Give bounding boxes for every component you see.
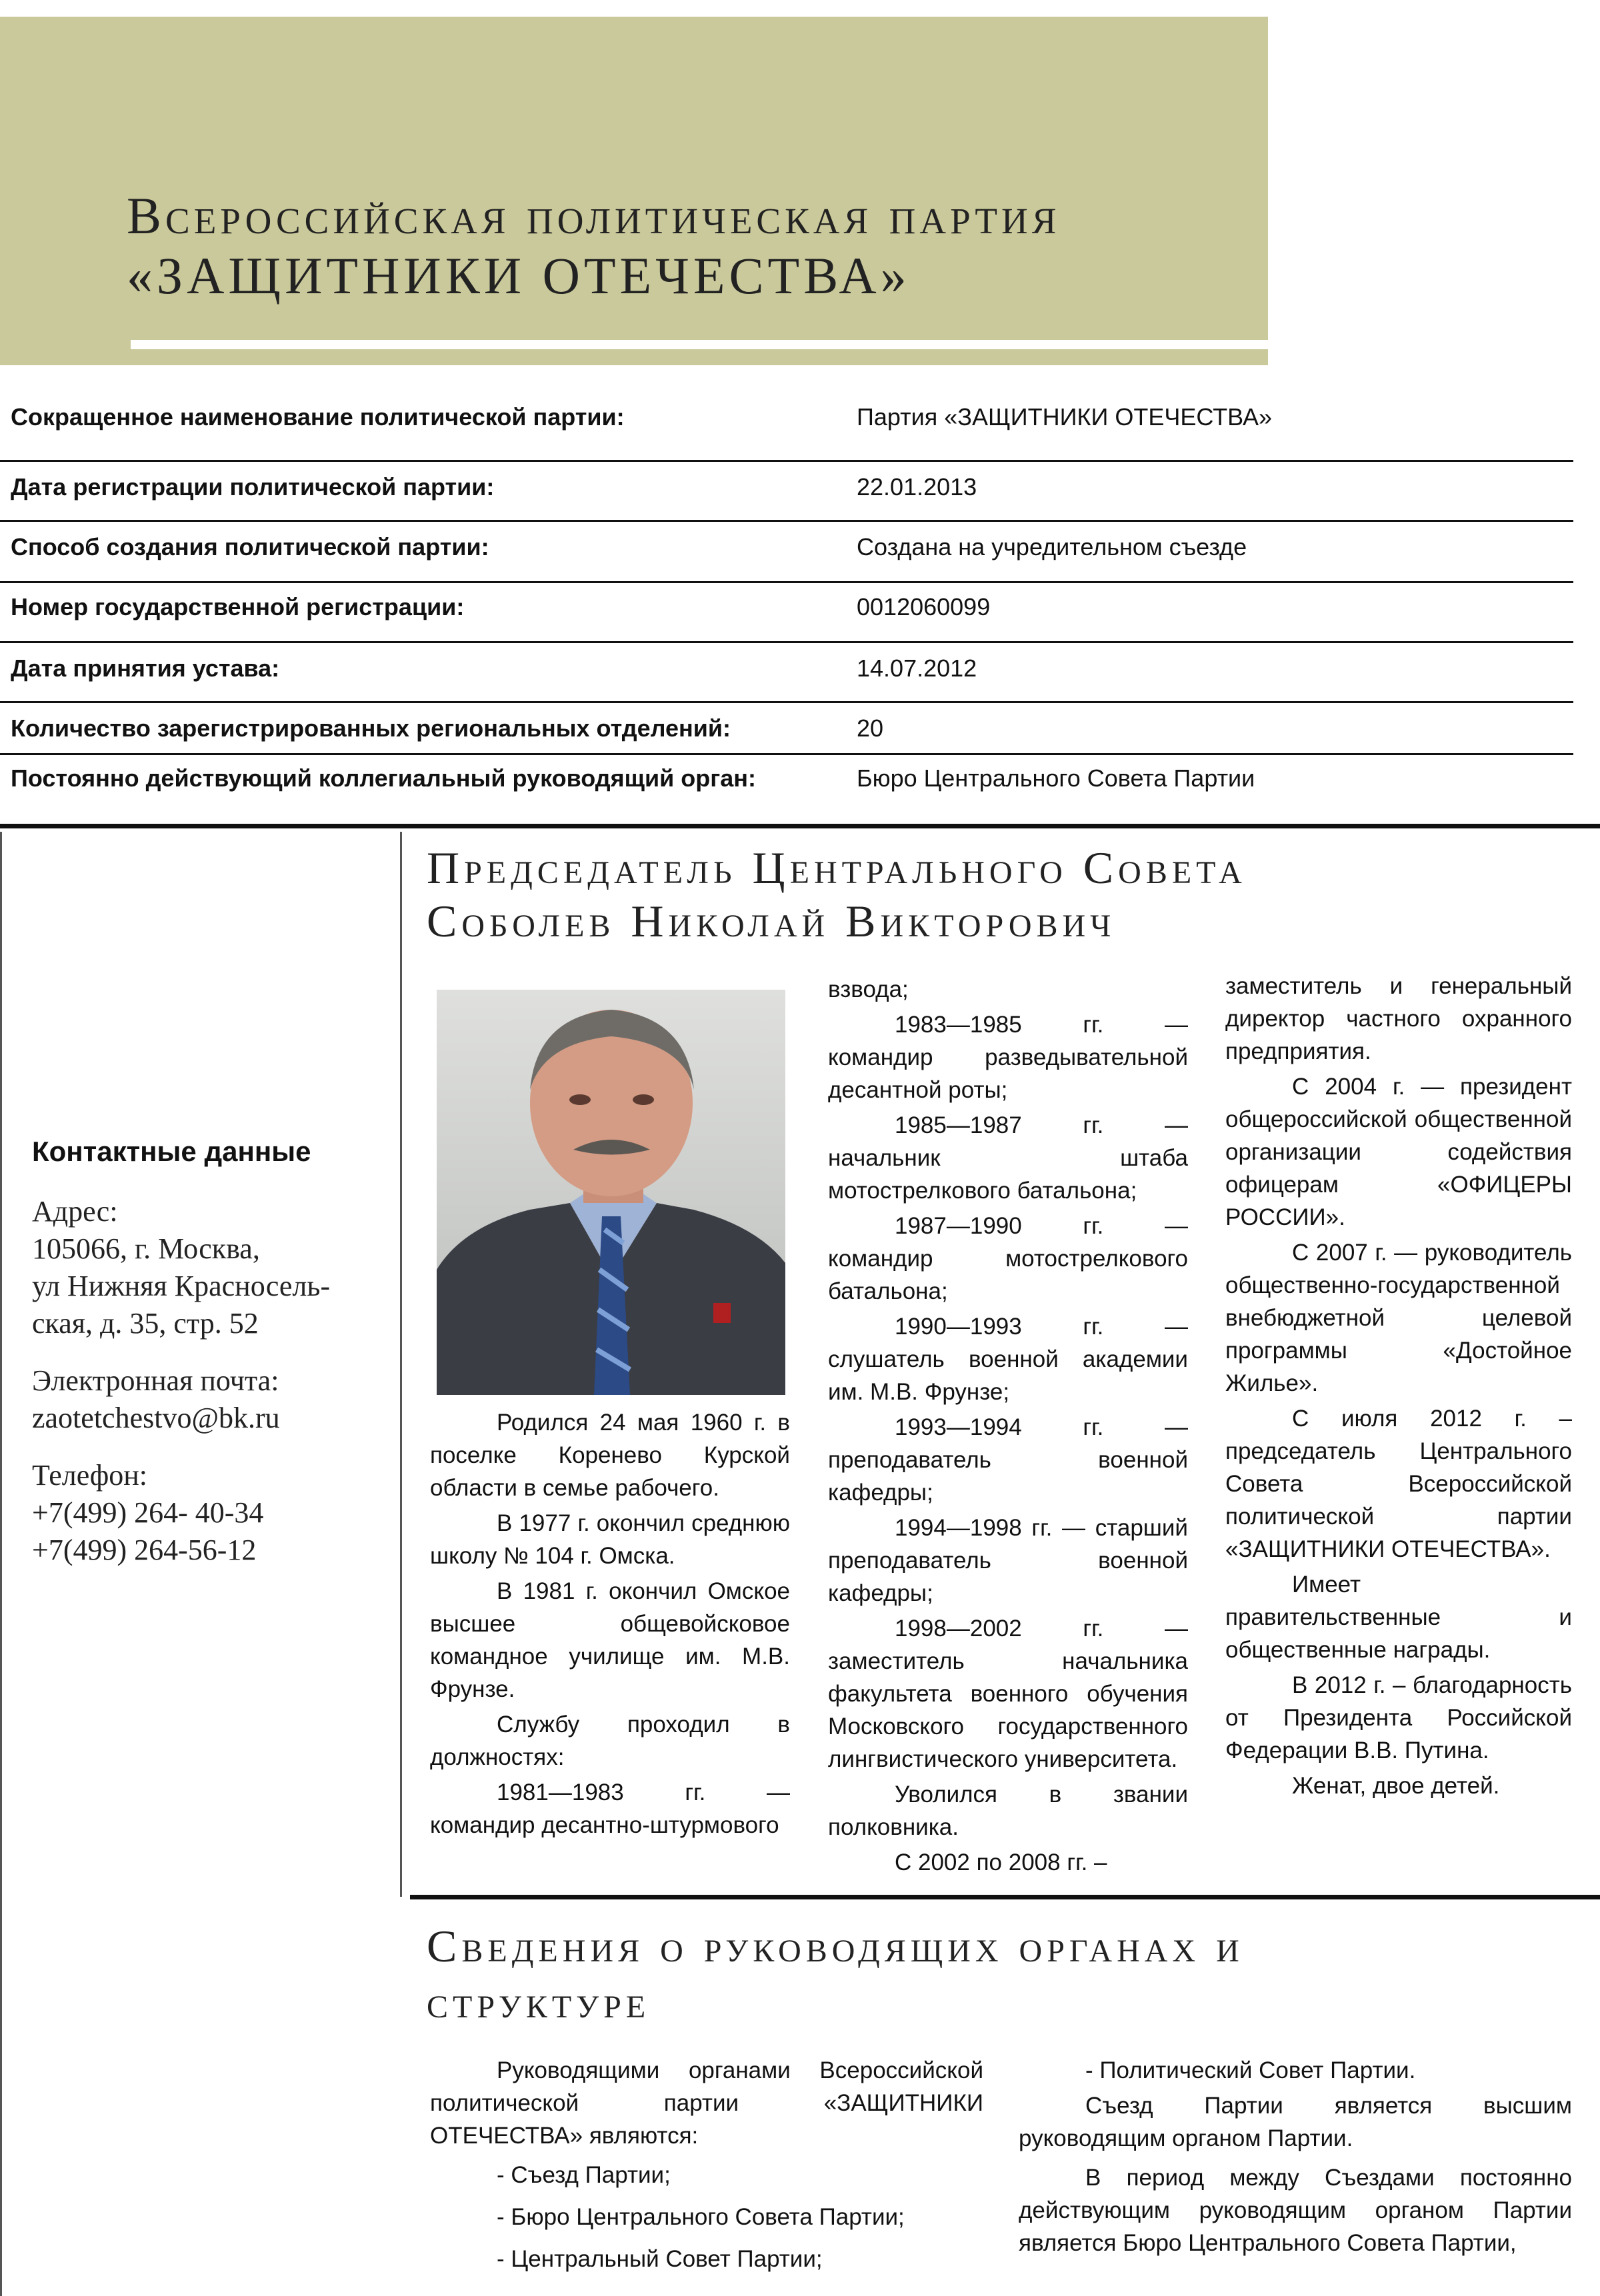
bio-paragraph: 1990—1993 гг. — слушатель военной академии им. М.В. Фрунзе;: [828, 1314, 1188, 1405]
info-value: 14.07.2012: [857, 654, 977, 682]
bio-paragraph: 1985—1987 гг. — начальник штаба мотострелкового батальона;: [828, 1112, 1188, 1204]
bio-paragraph: Уволился в звании полковника.: [828, 1781, 1188, 1840]
bio-paragraph: С июля 2012 г. – председатель Центрального Совета Всероссийской политической партии «ЗАЩИТНИКИ ОТЕЧЕСТВА».: [1225, 1406, 1572, 1562]
bio-paragraph: Женат, двое детей.: [1292, 1773, 1500, 1799]
portrait-image: [437, 990, 785, 1395]
phone-number[interactable]: +7(499) 264-56-12: [32, 1534, 257, 1566]
list-item: - Центральный Совет Партии;: [497, 2246, 823, 2272]
email-label: Электронная почта:: [32, 1364, 279, 1397]
chairman-title: [427, 841, 1247, 948]
list-item: - Политический Совет Партии.: [1085, 2057, 1416, 2083]
bio-paragraph: 1993—1994 гг. — преподаватель военной кафедры;: [828, 1414, 1188, 1506]
party-title-line2: «ЗАЩИТНИКИ ОТЕЧЕСТВА»: [127, 247, 911, 305]
bio-paragraph: Службу проходил в должностях:: [430, 1712, 790, 1770]
info-label: Дата принятия устава:: [11, 654, 280, 682]
bio-paragraph: В 2012 г. – благодарность от Президента Российской Федерации В.В. Путина.: [1225, 1672, 1572, 1763]
email-address[interactable]: zaotetchestvo@bk.ru: [32, 1402, 280, 1434]
info-label: Сокращенное наименование политической партии:: [11, 403, 625, 431]
address-block: [32, 1193, 392, 1342]
structure-title: [427, 1918, 1244, 2030]
section-rule: [0, 824, 1600, 828]
bio-paragraph: 1987—1990 гг. — командир мотострелкового батальона;: [828, 1213, 1188, 1304]
info-label: Способ создания политической партии:: [11, 533, 489, 561]
info-label: Дата регистрации политической партии:: [11, 473, 495, 501]
bio-paragraph: Родился 24 мая 1960 г. в поселке Коренево Курской области в семье рабочего.: [430, 1410, 790, 1501]
list-item: - Бюро Центрального Совета Партии;: [497, 2204, 905, 2230]
structure-title-line2: структуре: [427, 1977, 651, 2027]
structure-paragraph: В период между Съездами постоянно действующим руководящим органом Партии является Бюро Центрального Совета Партии,: [1019, 2165, 1572, 2256]
list-item: - Съезд Партии;: [497, 2162, 671, 2188]
row-divider: [0, 641, 1573, 643]
row-divider: [0, 581, 1573, 583]
bio-paragraph: 1998—2002 гг. — заместитель начальника факультета военного обучения Московского государственного лингвистического университета.: [828, 1616, 1188, 1772]
contacts-title: Контактные данные: [32, 1136, 311, 1167]
party-title-line1: Всероссийская политическая партия: [127, 187, 1061, 245]
phone-number[interactable]: +7(499) 264- 40-34: [32, 1496, 264, 1529]
header-banner: [0, 17, 1268, 365]
column-divider: [400, 832, 402, 1897]
bio-paragraph: С 2004 г. — президент общероссийской общественной организации содействия офицерам «ОФИЦЕРЫ РОССИИ».: [1225, 1074, 1572, 1230]
info-value: Создана на учредительном съезде: [857, 533, 1247, 561]
row-divider: [0, 460, 1573, 462]
bio-paragraph: В 1977 г. окончил среднюю школу № 104 г. Омска.: [430, 1510, 790, 1569]
structure-paragraph: Съезд Партии является высшим руководящим органом Партии.: [1019, 2093, 1572, 2151]
info-value: 20: [857, 714, 884, 742]
address-line: ская, д. 35, стр. 52: [32, 1307, 259, 1340]
chairman-title-line1: Председатель Центрального Совета: [427, 842, 1247, 893]
party-title: [127, 187, 1060, 307]
bio-paragraph: В 1981 г. окончил Омское высшее общевойсковое командное училище им. М.В. Фрунзе.: [430, 1578, 790, 1702]
bio-paragraph: 1981—1983 гг. — командир десантно-штурмового: [430, 1779, 790, 1838]
bio-paragraph: заместитель и генеральный директор частного охранного предприятия.: [1225, 973, 1572, 1064]
info-value: 0012060099: [857, 593, 991, 620]
banner-rule: [131, 340, 1268, 349]
structure-column-2: [1019, 2054, 1572, 2262]
bio-column-3: [1225, 970, 1572, 1805]
bio-paragraph: С 2002 по 2008 гг. –: [895, 1849, 1107, 1875]
bio-paragraph: С 2007 г. — руководитель общественно-государственной внебюджетной целевой программы «Достойное Жилье».: [1225, 1240, 1572, 1396]
bio-column-2: [828, 973, 1188, 1881]
bio-column-1: [430, 1406, 790, 1844]
structure-title-line1: Сведения о руководящих органах и: [427, 1921, 1244, 1971]
email-block: [32, 1362, 392, 1437]
row-divider: [0, 701, 1573, 703]
chairman-photo: [437, 990, 785, 1395]
row-divider: [0, 753, 1573, 755]
row-divider: [0, 520, 1573, 522]
structure-column-1: [430, 2054, 983, 2285]
info-value: Бюро Центрального Совета Партии: [857, 764, 1255, 792]
bio-paragraph: Имеет правительственные и общественные награды.: [1225, 1572, 1572, 1663]
address-line: 105066, г. Москва,: [32, 1232, 260, 1265]
info-label: Номер государственной регистрации:: [11, 593, 465, 620]
info-value: Партия «ЗАЩИТНИКИ ОТЕЧЕСТВА»: [857, 403, 1272, 431]
bio-paragraph: 1983—1985 гг. — командир разведывательной десантной роты;: [828, 1012, 1188, 1103]
address-line: ул Нижняя Красносель-: [32, 1270, 331, 1302]
phone-label: Телефон:: [32, 1459, 148, 1492]
phone-block: [32, 1457, 392, 1569]
bio-paragraph: взвода;: [828, 976, 909, 1002]
info-label: Постоянно действующий коллегиальный руководящий орган:: [11, 764, 757, 792]
contacts-panel: [32, 1133, 392, 1589]
info-label: Количество зарегистрированных региональных отделений:: [11, 714, 731, 742]
bio-paragraph: 1994—1998 гг. — старший преподаватель военной кафедры;: [828, 1515, 1188, 1606]
chairman-name: Соболев Николай Викторович: [427, 896, 1116, 946]
left-border: [0, 832, 2, 2296]
info-value: 22.01.2013: [857, 473, 977, 501]
structure-paragraph: Руководящими органами Всероссийской политической партии «ЗАЩИТНИКИ ОТЕЧЕСТВА» являются:: [430, 2057, 983, 2149]
section-rule: [410, 1895, 1600, 1899]
address-label: Адрес:: [32, 1195, 118, 1228]
